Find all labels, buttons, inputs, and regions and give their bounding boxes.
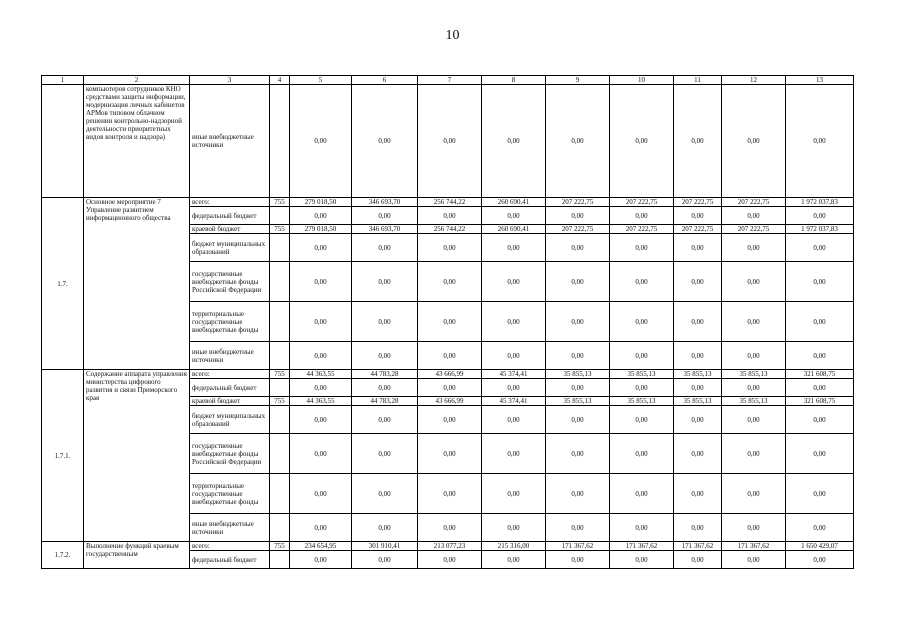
value-cell: 0,00 xyxy=(610,474,674,514)
value-cell: 0,00 xyxy=(786,85,854,198)
value-cell: 301 910,41 xyxy=(352,542,418,551)
funding-source: иные внебюджетные источники xyxy=(190,342,270,370)
value-cell: 0,00 xyxy=(786,474,854,514)
row-idx: 1.7. xyxy=(42,198,84,370)
column-number-header: 11 xyxy=(674,76,722,85)
value-cell: 0,00 xyxy=(290,379,352,397)
value-cell: 256 744,22 xyxy=(418,225,482,234)
value-cell: 0,00 xyxy=(546,342,610,370)
value-cell: 0,00 xyxy=(786,551,854,569)
value-cell: 35 855,13 xyxy=(610,397,674,406)
value-cell: 0,00 xyxy=(352,342,418,370)
value-cell: 0,00 xyxy=(674,434,722,474)
value-cell: 0,00 xyxy=(352,406,418,434)
value-cell: 321 608,75 xyxy=(786,397,854,406)
code-cell xyxy=(270,342,290,370)
value-cell: 0,00 xyxy=(290,551,352,569)
value-cell: 1 650 429,07 xyxy=(786,542,854,551)
value-cell: 35 855,13 xyxy=(546,370,610,379)
value-cell: 0,00 xyxy=(290,406,352,434)
value-cell: 0,00 xyxy=(290,207,352,225)
code-cell xyxy=(270,262,290,302)
value-cell: 234 654,95 xyxy=(290,542,352,551)
column-number-header: 3 xyxy=(190,76,270,85)
value-cell: 215 316,00 xyxy=(482,542,546,551)
code-cell: 755 xyxy=(270,542,290,551)
value-cell: 171 367,62 xyxy=(674,542,722,551)
value-cell: 0,00 xyxy=(482,262,546,302)
value-cell: 0,00 xyxy=(610,302,674,342)
value-cell: 0,00 xyxy=(482,234,546,262)
value-cell: 321 608,75 xyxy=(786,370,854,379)
value-cell: 171 367,62 xyxy=(722,542,786,551)
value-cell: 213 077,23 xyxy=(418,542,482,551)
code-cell xyxy=(270,474,290,514)
code-cell xyxy=(270,434,290,474)
value-cell: 0,00 xyxy=(786,406,854,434)
code-cell xyxy=(270,514,290,542)
value-cell: 0,00 xyxy=(418,434,482,474)
value-cell: 207 222,75 xyxy=(722,225,786,234)
value-cell: 0,00 xyxy=(418,342,482,370)
value-cell: 0,00 xyxy=(546,85,610,198)
column-number-header: 10 xyxy=(610,76,674,85)
value-cell: 0,00 xyxy=(610,262,674,302)
row-idx: 1.7.1. xyxy=(42,370,84,542)
value-cell: 171 367,62 xyxy=(610,542,674,551)
value-cell: 346 693,70 xyxy=(352,198,418,207)
value-cell: 0,00 xyxy=(352,207,418,225)
funding-source: территориальные государственные внебюджетные фонды xyxy=(190,302,270,342)
value-cell: 43 666,99 xyxy=(418,397,482,406)
funding-source: федеральный бюджет xyxy=(190,379,270,397)
funding-source: территориальные государственные внебюджетные фонды xyxy=(190,474,270,514)
value-cell: 0,00 xyxy=(674,85,722,198)
value-cell: 35 855,13 xyxy=(674,397,722,406)
value-cell: 35 855,13 xyxy=(722,397,786,406)
funding-source: всего: xyxy=(190,370,270,379)
value-cell: 0,00 xyxy=(786,342,854,370)
code-cell: 755 xyxy=(270,370,290,379)
value-cell: 0,00 xyxy=(610,207,674,225)
value-cell: 171 367,62 xyxy=(546,542,610,551)
value-cell: 0,00 xyxy=(290,234,352,262)
value-cell: 0,00 xyxy=(290,262,352,302)
value-cell: 0,00 xyxy=(546,474,610,514)
value-cell: 0,00 xyxy=(418,551,482,569)
funding-source: бюджет муниципальных образований xyxy=(190,234,270,262)
value-cell: 0,00 xyxy=(352,234,418,262)
column-number-header: 2 xyxy=(84,76,190,85)
code-cell xyxy=(270,234,290,262)
value-cell: 279 018,50 xyxy=(290,225,352,234)
value-cell: 1 972 037,83 xyxy=(786,225,854,234)
value-cell: 0,00 xyxy=(418,514,482,542)
value-cell: 0,00 xyxy=(352,85,418,198)
table-row xyxy=(42,370,854,379)
value-cell: 0,00 xyxy=(546,302,610,342)
value-cell: 0,00 xyxy=(546,406,610,434)
value-cell: 44 783,28 xyxy=(352,397,418,406)
value-cell: 0,00 xyxy=(482,302,546,342)
value-cell: 44 363,55 xyxy=(290,397,352,406)
code-cell: 755 xyxy=(270,397,290,406)
column-number-header: 9 xyxy=(546,76,610,85)
value-cell: 0,00 xyxy=(290,342,352,370)
column-number-header: 12 xyxy=(722,76,786,85)
value-cell: 0,00 xyxy=(674,207,722,225)
value-cell: 0,00 xyxy=(418,85,482,198)
column-number-header: 6 xyxy=(352,76,418,85)
value-cell: 0,00 xyxy=(674,342,722,370)
value-cell: 44 783,28 xyxy=(352,370,418,379)
value-cell: 0,00 xyxy=(722,85,786,198)
value-cell: 0,00 xyxy=(674,514,722,542)
value-cell: 0,00 xyxy=(290,474,352,514)
value-cell: 0,00 xyxy=(722,434,786,474)
value-cell: 0,00 xyxy=(482,85,546,198)
column-number-header: 13 xyxy=(786,76,854,85)
measure-name: компьютеров сотрудников КНО средствами защиты информации, модернизация личных кабинетов АРМов типовом облачном решении контрольно-надзорной деятельности приоритетных видов контроля и надзора) xyxy=(84,85,190,198)
value-cell: 207 222,75 xyxy=(674,198,722,207)
funding-source: всего: xyxy=(190,542,270,551)
value-cell: 207 222,75 xyxy=(722,198,786,207)
code-cell xyxy=(270,379,290,397)
value-cell: 207 222,75 xyxy=(674,225,722,234)
value-cell: 207 222,75 xyxy=(610,225,674,234)
value-cell: 0,00 xyxy=(722,406,786,434)
value-cell: 45 374,41 xyxy=(482,370,546,379)
value-cell: 0,00 xyxy=(482,434,546,474)
funding-source: государственные внебюджетные фонды Российской Федерации xyxy=(190,434,270,474)
value-cell: 260 690,41 xyxy=(482,198,546,207)
value-cell: 0,00 xyxy=(482,514,546,542)
value-cell: 0,00 xyxy=(722,262,786,302)
value-cell: 0,00 xyxy=(610,434,674,474)
funding-source: государственные внебюджетные фонды Российской Федерации xyxy=(190,262,270,302)
value-cell: 0,00 xyxy=(418,207,482,225)
value-cell: 0,00 xyxy=(610,85,674,198)
value-cell: 0,00 xyxy=(290,85,352,198)
code-cell xyxy=(270,551,290,569)
value-cell: 0,00 xyxy=(482,474,546,514)
table-row xyxy=(42,85,854,198)
value-cell: 0,00 xyxy=(418,474,482,514)
value-cell: 0,00 xyxy=(674,406,722,434)
measure-name: Содержание аппарата управления министерства цифрового развития и связи Приморского края xyxy=(84,370,190,542)
column-number-header: 4 xyxy=(270,76,290,85)
value-cell: 0,00 xyxy=(418,406,482,434)
column-number-header: 5 xyxy=(290,76,352,85)
funding-source: всего: xyxy=(190,198,270,207)
value-cell: 0,00 xyxy=(418,262,482,302)
code-cell: 755 xyxy=(270,225,290,234)
value-cell: 0,00 xyxy=(352,434,418,474)
value-cell: 0,00 xyxy=(482,379,546,397)
value-cell: 0,00 xyxy=(786,514,854,542)
value-cell: 0,00 xyxy=(352,302,418,342)
value-cell: 43 666,99 xyxy=(418,370,482,379)
value-cell: 0,00 xyxy=(722,474,786,514)
value-cell: 256 744,22 xyxy=(418,198,482,207)
value-cell: 0,00 xyxy=(610,514,674,542)
value-cell: 0,00 xyxy=(418,379,482,397)
page-number: 10 xyxy=(445,28,460,43)
column-number-header: 8 xyxy=(482,76,546,85)
value-cell: 35 855,13 xyxy=(674,370,722,379)
value-cell: 207 222,75 xyxy=(546,198,610,207)
value-cell: 0,00 xyxy=(610,234,674,262)
value-cell: 0,00 xyxy=(786,234,854,262)
row-idx xyxy=(42,85,84,198)
value-cell: 0,00 xyxy=(352,514,418,542)
value-cell: 0,00 xyxy=(546,379,610,397)
value-cell: 0,00 xyxy=(786,434,854,474)
value-cell: 0,00 xyxy=(786,379,854,397)
funding-source: бюджет муниципальных образований xyxy=(190,406,270,434)
measure-name: Основное мероприятие 7 Управление развитием информационного общества xyxy=(84,198,190,370)
value-cell: 0,00 xyxy=(546,551,610,569)
value-cell: 0,00 xyxy=(610,551,674,569)
value-cell: 45 374,41 xyxy=(482,397,546,406)
value-cell: 207 222,75 xyxy=(610,198,674,207)
value-cell: 44 363,55 xyxy=(290,370,352,379)
value-cell: 346 693,70 xyxy=(352,225,418,234)
value-cell: 260 690,41 xyxy=(482,225,546,234)
value-cell: 0,00 xyxy=(786,302,854,342)
value-cell: 0,00 xyxy=(722,342,786,370)
value-cell: 0,00 xyxy=(482,406,546,434)
value-cell: 0,00 xyxy=(722,207,786,225)
code-cell xyxy=(270,207,290,225)
value-cell: 0,00 xyxy=(610,342,674,370)
value-cell: 0,00 xyxy=(546,234,610,262)
funding-source: иные внебюджетные источники xyxy=(190,85,270,198)
value-cell: 0,00 xyxy=(610,406,674,434)
code-cell xyxy=(270,85,290,198)
value-cell: 0,00 xyxy=(482,551,546,569)
value-cell: 207 222,75 xyxy=(546,225,610,234)
value-cell: 0,00 xyxy=(546,207,610,225)
table-row xyxy=(42,542,854,551)
value-cell: 0,00 xyxy=(482,342,546,370)
value-cell: 0,00 xyxy=(352,262,418,302)
row-idx: 1.7.2. xyxy=(42,542,84,569)
value-cell: 0,00 xyxy=(290,514,352,542)
value-cell: 0,00 xyxy=(722,302,786,342)
value-cell: 35 855,13 xyxy=(610,370,674,379)
value-cell: 0,00 xyxy=(352,474,418,514)
value-cell: 35 855,13 xyxy=(546,397,610,406)
value-cell: 279 018,50 xyxy=(290,198,352,207)
value-cell: 0,00 xyxy=(722,551,786,569)
value-cell: 0,00 xyxy=(610,379,674,397)
code-cell xyxy=(270,406,290,434)
column-number-header: 7 xyxy=(418,76,482,85)
code-cell xyxy=(270,302,290,342)
funding-source: федеральный бюджет xyxy=(190,551,270,569)
funding-source: краевой бюджет xyxy=(190,225,270,234)
budget-table xyxy=(41,75,854,569)
value-cell: 1 972 037,83 xyxy=(786,198,854,207)
measure-name: Выполнение функций краевым государственным xyxy=(84,542,190,569)
header-row xyxy=(42,76,854,85)
value-cell: 0,00 xyxy=(482,207,546,225)
value-cell: 0,00 xyxy=(674,551,722,569)
value-cell: 0,00 xyxy=(722,379,786,397)
value-cell: 0,00 xyxy=(352,551,418,569)
table-row xyxy=(42,198,854,207)
value-cell: 0,00 xyxy=(674,474,722,514)
value-cell: 0,00 xyxy=(674,379,722,397)
value-cell: 0,00 xyxy=(290,302,352,342)
value-cell: 0,00 xyxy=(546,514,610,542)
code-cell: 755 xyxy=(270,198,290,207)
value-cell: 0,00 xyxy=(786,207,854,225)
value-cell: 0,00 xyxy=(674,234,722,262)
value-cell: 0,00 xyxy=(352,379,418,397)
value-cell: 0,00 xyxy=(418,234,482,262)
funding-source: федеральный бюджет xyxy=(190,207,270,225)
value-cell: 0,00 xyxy=(674,302,722,342)
column-number-header: 1 xyxy=(42,76,84,85)
value-cell: 0,00 xyxy=(722,234,786,262)
value-cell: 35 855,13 xyxy=(722,370,786,379)
value-cell: 0,00 xyxy=(546,262,610,302)
value-cell: 0,00 xyxy=(546,434,610,474)
value-cell: 0,00 xyxy=(418,302,482,342)
funding-source: иные внебюджетные источники xyxy=(190,514,270,542)
value-cell: 0,00 xyxy=(722,514,786,542)
value-cell: 0,00 xyxy=(786,262,854,302)
value-cell: 0,00 xyxy=(674,262,722,302)
value-cell: 0,00 xyxy=(290,434,352,474)
funding-source: краевой бюджет xyxy=(190,397,270,406)
